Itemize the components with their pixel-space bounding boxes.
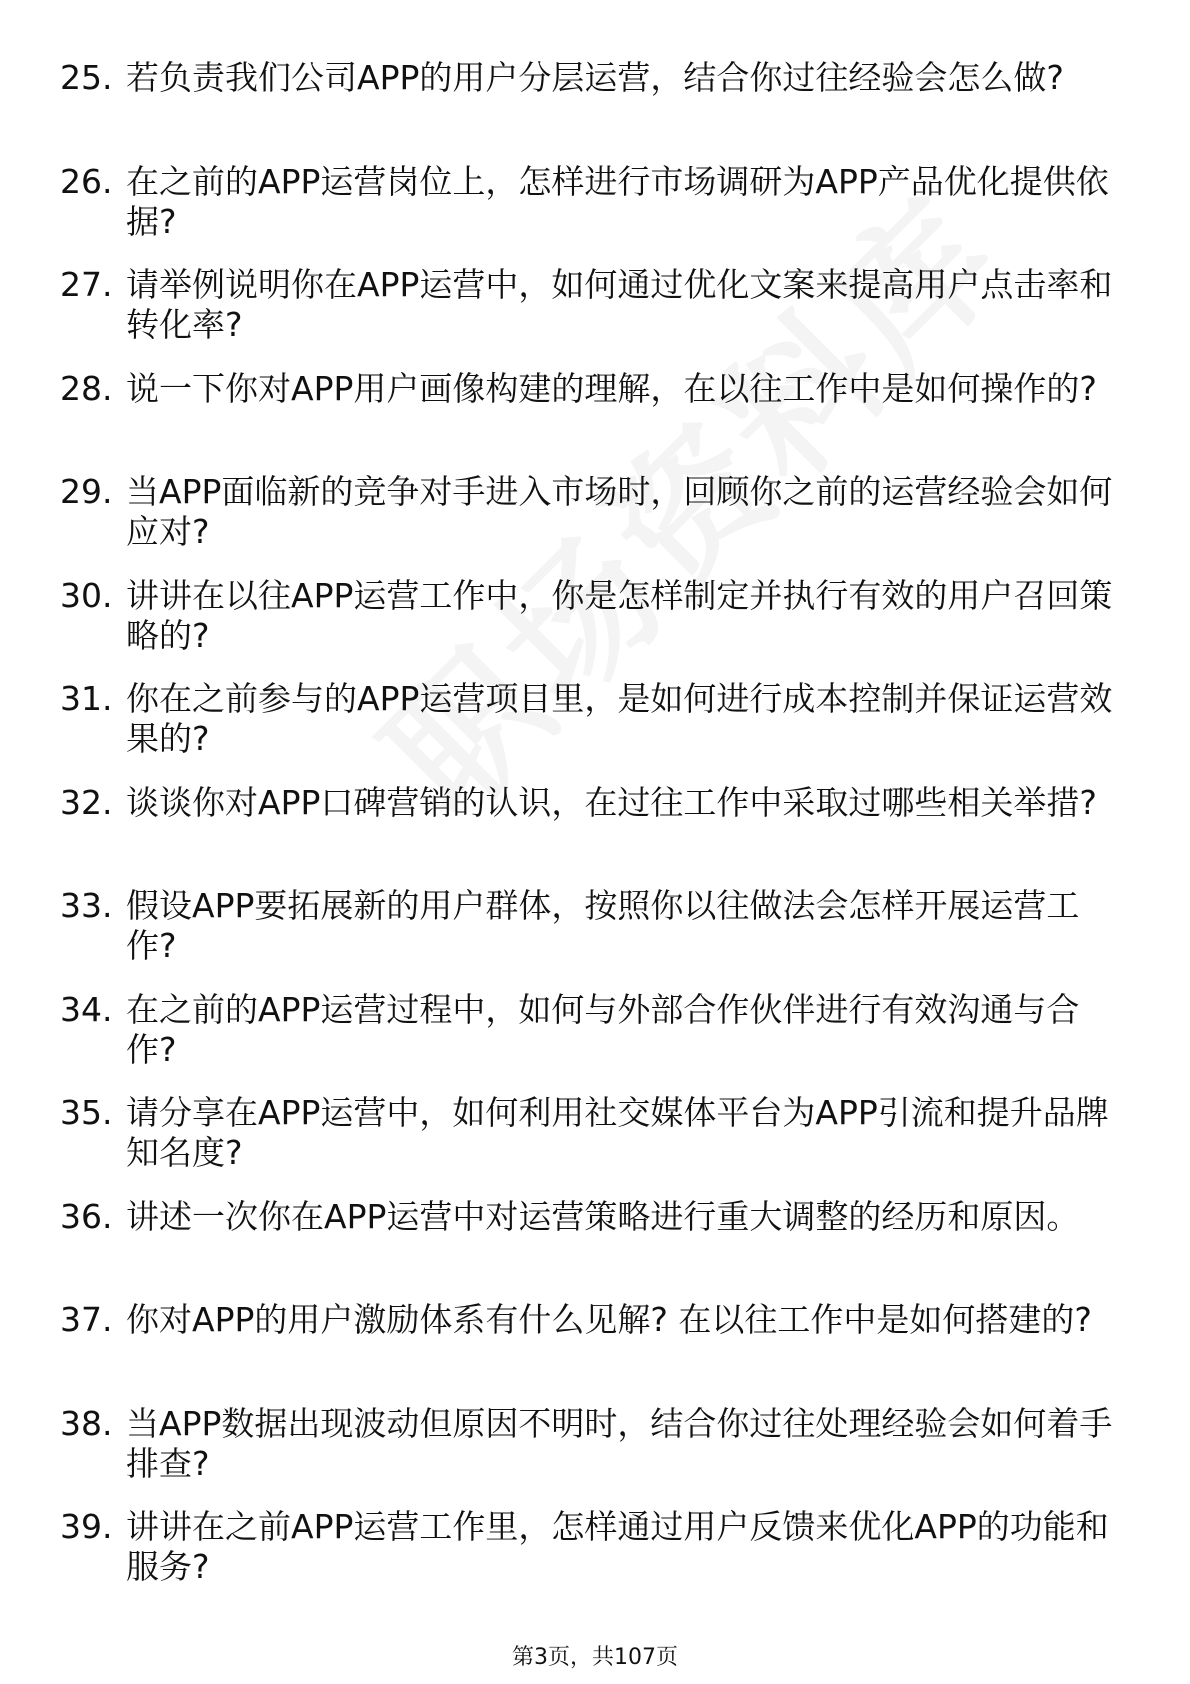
list-item <box>60 1089 1120 1193</box>
page-number-footer: 第3页，共107页 <box>512 1645 678 1670</box>
list-item <box>60 1400 1120 1504</box>
question-text: 若负责我们公司APP的用户分层运营，结合你过往经验会怎么做? <box>126 58 1064 97</box>
list-item <box>60 779 1120 883</box>
question-number: 25. <box>60 58 113 97</box>
question-text: 讲讲在之前APP运营工作里，怎样通过用户反馈来优化APP的功能和服务? <box>126 1507 1109 1586</box>
question-text: 你在之前参与的APP运营项目里，是如何进行成本控制并保证运营效果的? <box>126 679 1113 758</box>
question-number: 28. <box>60 368 113 408</box>
question-text: 请举例说明你在APP运营中，如何通过优化文案来提高用户点击率和转化率? <box>126 265 1113 344</box>
list-item <box>60 158 1120 262</box>
question-number: 32. <box>60 782 113 822</box>
list-item <box>60 468 1120 572</box>
question-number: 37. <box>60 1300 113 1339</box>
question-text: 说一下你对APP用户画像构建的理解，在以往工作中是如何操作的? <box>126 368 1097 408</box>
question-text: 当APP数据出现波动但原因不明时，结合你过往处理经验会如何着手排查? <box>126 1403 1113 1483</box>
question-list <box>60 54 1120 1607</box>
list-item <box>60 882 1120 986</box>
list-item <box>60 675 1120 779</box>
question-text: 假设APP要拓展新的用户群体，按照你以往做法会怎样开展运营工作? <box>126 886 1080 965</box>
list-item <box>60 1296 1120 1400</box>
question-number: 34. <box>60 989 113 1029</box>
list-item <box>60 54 1120 158</box>
question-number: 31. <box>60 679 113 718</box>
question-number: 29. <box>60 472 113 511</box>
question-number: 38. <box>60 1403 113 1443</box>
list-item <box>60 986 1120 1090</box>
question-text: 你对APP的用户激励体系有什么见解? 在以往工作中是如何搭建的? <box>126 1300 1092 1339</box>
list-item <box>60 365 1120 469</box>
question-number: 30. <box>60 575 113 615</box>
list-item <box>60 572 1120 676</box>
question-text: 讲述一次你在APP运营中对运营策略进行重大调整的经历和原因。 <box>126 1196 1080 1236</box>
question-text: 在之前的APP运营岗位上，怎样进行市场调研为APP产品优化提供依据? <box>126 161 1109 241</box>
question-text: 谈谈你对APP口碑营销的认识，在过往工作中采取过哪些相关举措? <box>126 782 1097 822</box>
question-number: 26. <box>60 161 113 201</box>
question-text: 在之前的APP运营过程中，如何与外部合作伙伴进行有效沟通与合作? <box>126 989 1080 1069</box>
question-number: 36. <box>60 1196 113 1236</box>
question-number: 27. <box>60 265 113 304</box>
question-text: 请分享在APP运营中，如何利用社交媒体平台为APP引流和提升品牌知名度? <box>126 1093 1109 1172</box>
list-item <box>60 261 1120 365</box>
list-item <box>60 1503 1120 1607</box>
list-item <box>60 1193 1120 1297</box>
question-number: 35. <box>60 1093 113 1132</box>
question-number: 39. <box>60 1507 113 1546</box>
question-text: 讲讲在以往APP运营工作中，你是怎样制定并执行有效的用户召回策略的? <box>126 575 1113 655</box>
question-number: 33. <box>60 886 113 925</box>
question-text: 当APP面临新的竞争对手进入市场时，回顾你之前的运营经验会如何应对? <box>126 472 1113 551</box>
